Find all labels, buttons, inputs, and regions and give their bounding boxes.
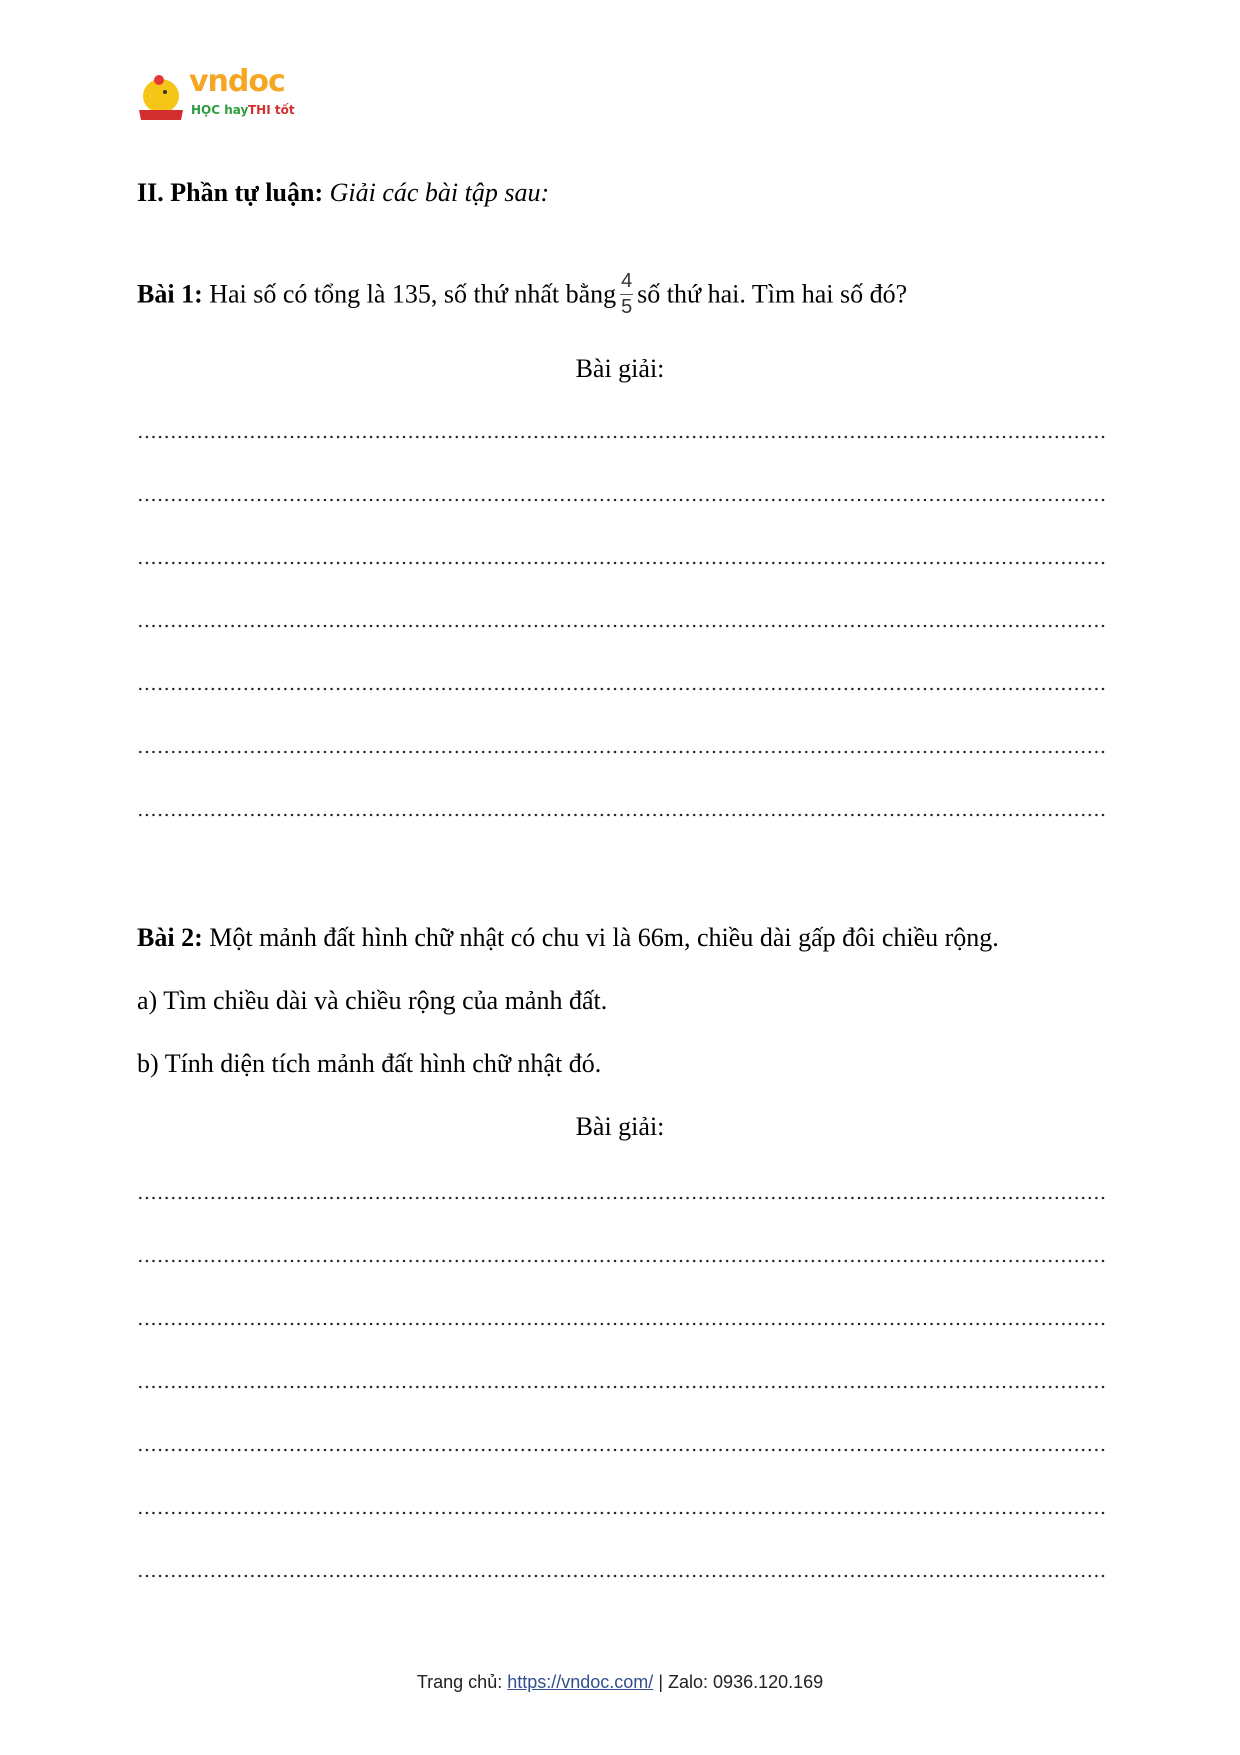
bai2-question [137,925,999,951]
answer-dotted-line [137,498,1105,502]
footer-separator: | [658,1672,664,1692]
fraction-numerator: 4 [621,270,633,292]
section-title-bold: II. Phần tự luận: [137,178,324,207]
bai2-solution-heading: Bài giải: [575,1112,665,1141]
footer-home-link[interactable]: https://vndoc.com/ [507,1672,654,1692]
bai1-text-before: Hai số có tổng là 135, số thứ nhất bằng [209,279,617,309]
bai1-solution-heading: Bài giải: [575,354,665,383]
logo-tagline-a: HỌC hay [191,103,249,117]
bai2-label: Bài 2: [137,923,203,952]
answer-dotted-line [137,561,1105,565]
footer-home-label: Trang chủ: [416,1672,503,1692]
section-title [137,180,549,206]
vndoc-logo [137,64,307,126]
section-title-italic: Giải các bài tập sau: [329,178,550,207]
fraction [620,271,633,318]
bai2-part-b: b) Tính diện tích mảnh đất hình chữ nhật đó. [137,1049,602,1078]
answer-dotted-line [137,687,1105,691]
logo-brand: vndoc [189,64,285,99]
answer-dotted-line [137,1574,1105,1578]
bai2-text: Một mảnh đất hình chữ nhật có chu vi là 66m, chiều dài gấp đôi chiều rộng. [209,923,999,952]
answer-dotted-line [137,1385,1105,1389]
bai1-text-after: số thứ hai. Tìm hai số đó? [637,279,908,309]
answer-dotted-line [137,1322,1105,1326]
logo-tagline-b: THI tốt [248,103,295,117]
answer-dotted-line [137,1511,1105,1515]
answer-dotted-line [137,1196,1105,1200]
footer [0,1672,1240,1693]
footer-zalo: Zalo: 0936.120.169 [668,1672,824,1692]
fraction-denominator: 5 [621,296,633,318]
answer-dotted-line [137,1259,1105,1263]
bai2-part-a: a) Tìm chiều dài và chiều rộng của mảnh đất. [137,986,608,1015]
answer-dotted-line [137,750,1105,754]
bai1-question [137,270,908,320]
answer-dotted-line [137,1448,1105,1452]
answer-dotted-line [137,435,1105,439]
answer-dotted-line [137,624,1105,628]
bai1-label: Bài 1: [137,279,203,309]
answer-dotted-line [137,813,1105,817]
